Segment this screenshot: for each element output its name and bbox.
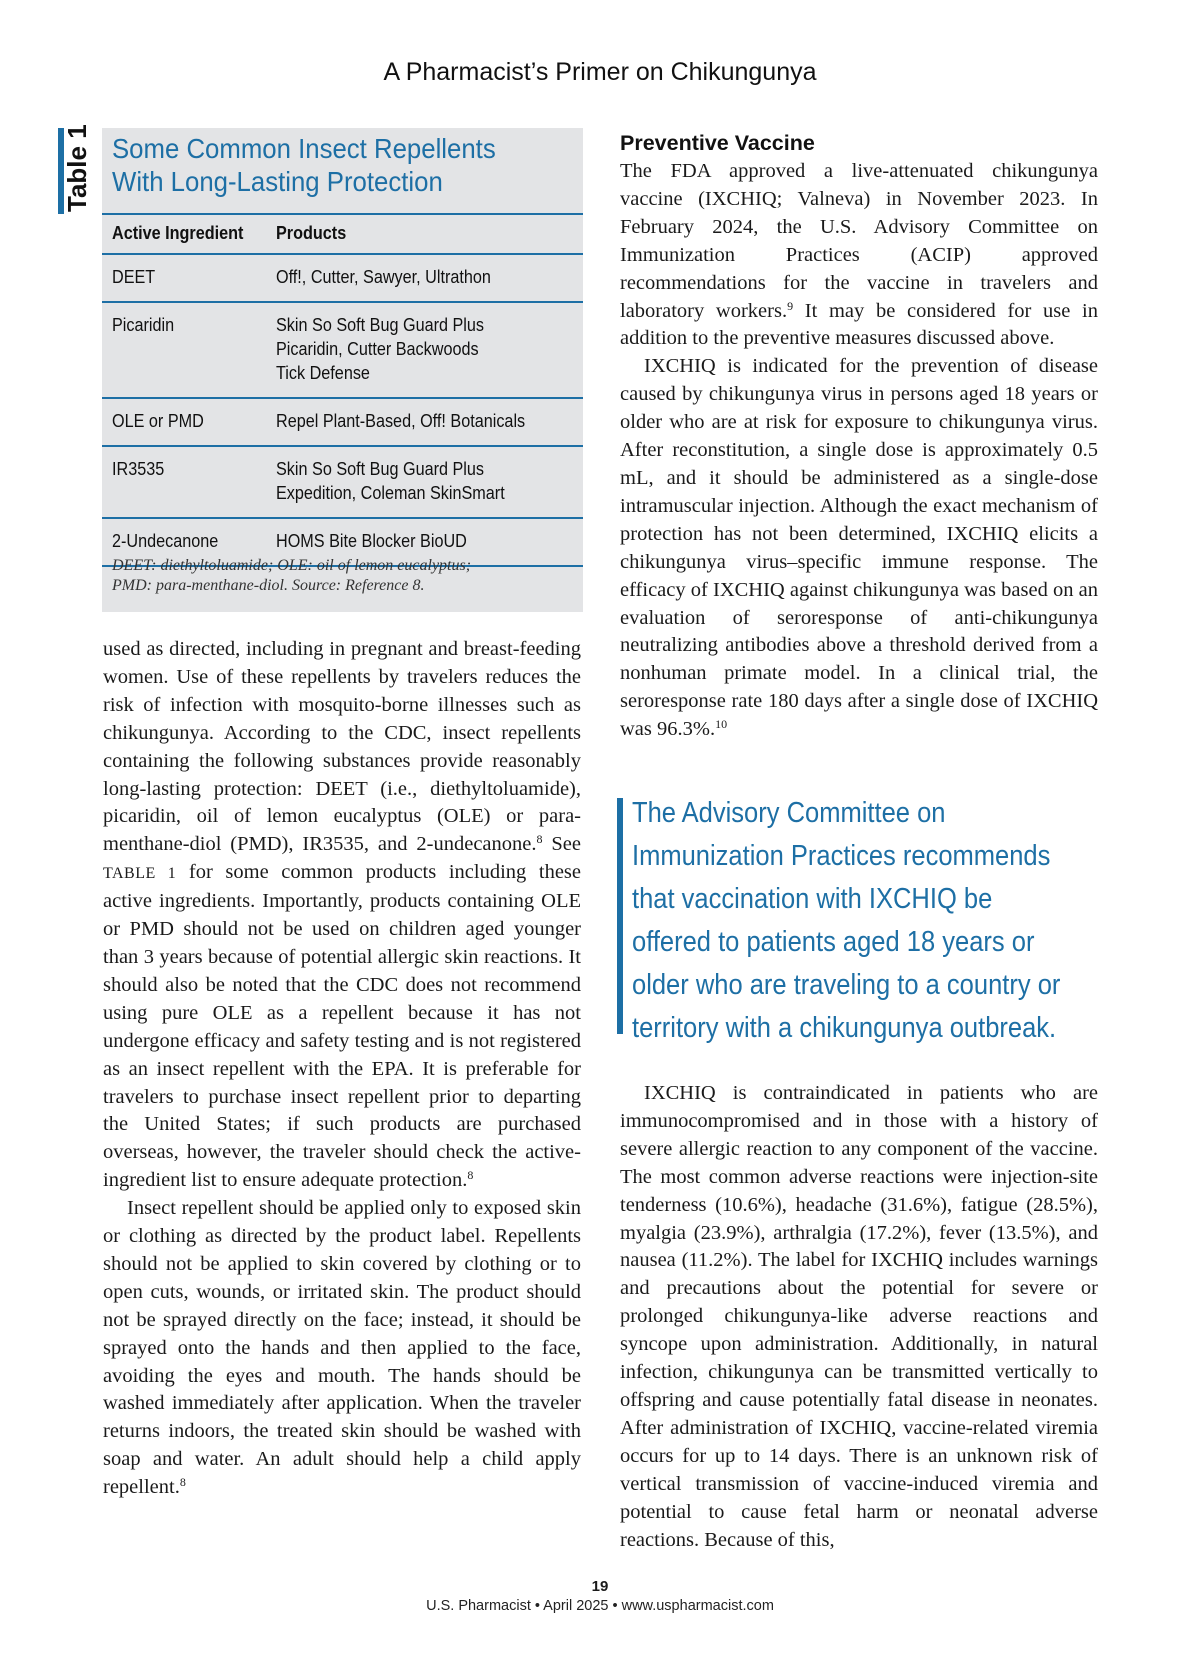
ingredient-cell: DEET <box>112 267 156 287</box>
body-text: The FDA approved a live-attenuated chikungunya vaccine (IXCHIQ; Valneva) in November 2023. In February 2024, the U.S. Advisory Committee on Immunization Practices (ACIP) approved recommendations for the vaccine in travelers and laboratory workers. <box>620 160 1098 322</box>
running-head: A Pharmacist’s Primer on Chikungunya <box>383 58 817 86</box>
body-text: It may be considered for use in addition to the preventive measures discussed above. <box>620 299 1099 350</box>
table-title <box>112 132 535 198</box>
table-reference: TABLE 1 <box>103 865 177 883</box>
products-cell: Picaridin, Cutter Backwoods <box>276 339 479 359</box>
table-footnote-line1: DEET: diethyltoluamide; OLE: oil of lemon eucalyptus; <box>112 557 472 574</box>
column-header-products: Products <box>276 223 347 243</box>
body-paragraph: IXCHIQ is contraindicated in patients who are immunocompromised and in those with a history of severe allergic reaction to any component of the vaccine. The most common adverse reactions were injection-site tenderness (10.6%), headache (31.6%), fatigue (28.5%), myalgia (23.9%), arthralgia (17.2%), fever (13.5%), and nausea (11.2%). The label for IXCHIQ includes warnings and precautions about the potential for severe or prolonged chikungunya-like adverse reactions and syncope upon administration. Additionally, in natural infection, chikungunya can be transmitted vertically to offspring and cause potentially fatal disease in neonates. After administration of IXCHIQ, vaccine-related viremia occurs for up to 14 days. There is an unknown risk of vertical transmission of vaccine-induced viremia and potential to cause fetal harm or neonatal adverse reactions. Because of this, <box>620 1082 1098 1551</box>
table-tab-label: Table 1 <box>62 124 92 212</box>
table-row <box>102 255 583 301</box>
products-cell: Skin So Soft Bug Guard Plus <box>276 459 485 479</box>
table-tab <box>58 124 92 214</box>
body-text: IXCHIQ is indicated for the prevention of disease caused by chikungunya virus in persons aged 18 years or older who are at risk for exposure to chikungunya virus. After reconstitution, a single dose is approximately 0.5 mL, and it should be administered as a single-dose intramuscular injection. Although the exact mechanism of protection has not been determined, IXCHIQ elicits a chikungunya virus–specific immune response. The efficacy of IXCHIQ against chikungunya was based on an evaluation of seroresponse of anti-chikungunya neutralizing antibodies above a threshold derived from a nonhuman primate model. In a clinical trial, the seroresponse rate 180 days after a single dose of IXCHIQ was 96.3%. <box>620 355 1098 741</box>
reference-superscript: 8 <box>467 1168 474 1183</box>
table-footnote-line2: PMD: para-menthane-diol. Source: Reference 8. <box>112 577 425 594</box>
products-cell: Skin So Soft Bug Guard Plus <box>276 315 485 335</box>
products-cell: Tick Defense <box>276 363 370 383</box>
ingredient-cell: OLE or PMD <box>112 411 204 431</box>
body-paragraph <box>620 353 1098 744</box>
publication-footer: U.S. Pharmacist • April 2025 • www.uspharmacist.com <box>426 1598 774 1614</box>
left-column <box>103 636 581 1502</box>
reference-superscript: 9 <box>787 298 794 313</box>
products-cell: HOMS Bite Blocker BioUD <box>276 531 467 551</box>
body-text: See <box>542 833 581 856</box>
pull-quote <box>617 792 1097 1044</box>
pull-quote-bar <box>617 798 623 1034</box>
body-paragraph <box>103 636 581 1195</box>
ingredient-cell: IR3535 <box>112 459 165 479</box>
table-box <box>102 128 583 612</box>
page-number: 19 <box>591 1578 609 1595</box>
pull-quote-text: The Advisory Committee on Immunization Practices recommends that vaccination with IXCHIQ be offered to patients aged 18 years or older who are traveling to a country or territory with a chikungunya outbreak. <box>632 797 1061 1044</box>
reference-superscript: 8 <box>536 832 543 847</box>
body-text: Insect repellent should be applied only to exposed skin or clothing as directed by the product label. Repellents should not be applied to skin covered by clothing or to open cuts, wounds, or irritated skin. The product should not be sprayed directly on the face; instead, it should be sprayed onto the hands and then applied to the face, avoiding the eyes and mouth. The hands should be washed immediately after application. When the traveler returns indoors, the treated skin should be washed with soap and water. An adult should help a child apply repellent. <box>103 1197 581 1499</box>
ingredient-cell: 2-Undecanone <box>112 531 219 551</box>
body-text: used as directed, including in pregnant and breast-feeding women. Use of these repellents by travelers reduces the risk of infection with mosquito-borne illnesses such as chikungunya. According to the CDC, insect repellents containing the following substances provide reasonably long-lasting protection: DEET (i.e., diethyltoluamide), picaridin, oil of lemon eucalyptus (OLE) or para-menthane-diol (PMD), IR3535, and 2-undecanone. <box>103 638 581 856</box>
reference-superscript: 10 <box>715 717 728 732</box>
body-paragraph <box>103 1195 581 1502</box>
right-column-continued <box>620 1080 1098 1554</box>
table-title-line2: With Long-Lasting Protection <box>112 166 443 197</box>
products-cell: Expedition, Coleman SkinSmart <box>276 483 505 503</box>
section-heading: Preventive Vaccine <box>620 131 815 155</box>
table-title-line1: Some Common Insect Repellents <box>112 133 496 164</box>
table-header-row <box>102 215 583 253</box>
body-paragraph <box>620 158 1098 353</box>
table-footnote <box>112 556 572 596</box>
right-column <box>620 128 1098 744</box>
reference-superscript: 8 <box>179 1475 186 1490</box>
table-row <box>102 447 583 517</box>
ingredient-cell: Picaridin <box>112 315 175 335</box>
products-cell: Off!, Cutter, Sawyer, Ultrathon <box>276 267 491 287</box>
table-row <box>102 399 583 445</box>
table-row <box>102 303 583 397</box>
products-cell: Repel Plant-Based, Off! Botanicals <box>276 411 526 431</box>
body-text: for some common products including these active ingredients. Importantly, products containing OLE or PMD should not be used on children aged younger than 3 years because of potential allergic skin reactions. It should also be noted that the CDC does not recommend using pure OLE as a repellent because it has not undergone efficacy and safety testing and is not registered as an insect repellent with the EPA. It is preferable for travelers to purchase insect repellent prior to departing the United States; if such products are purchased overseas, however, the traveler should check the active-ingredient list to ensure adequate protection. <box>103 861 582 1192</box>
repellent-table <box>102 213 583 567</box>
column-header-ingredient: Active Ingredient <box>112 223 244 243</box>
